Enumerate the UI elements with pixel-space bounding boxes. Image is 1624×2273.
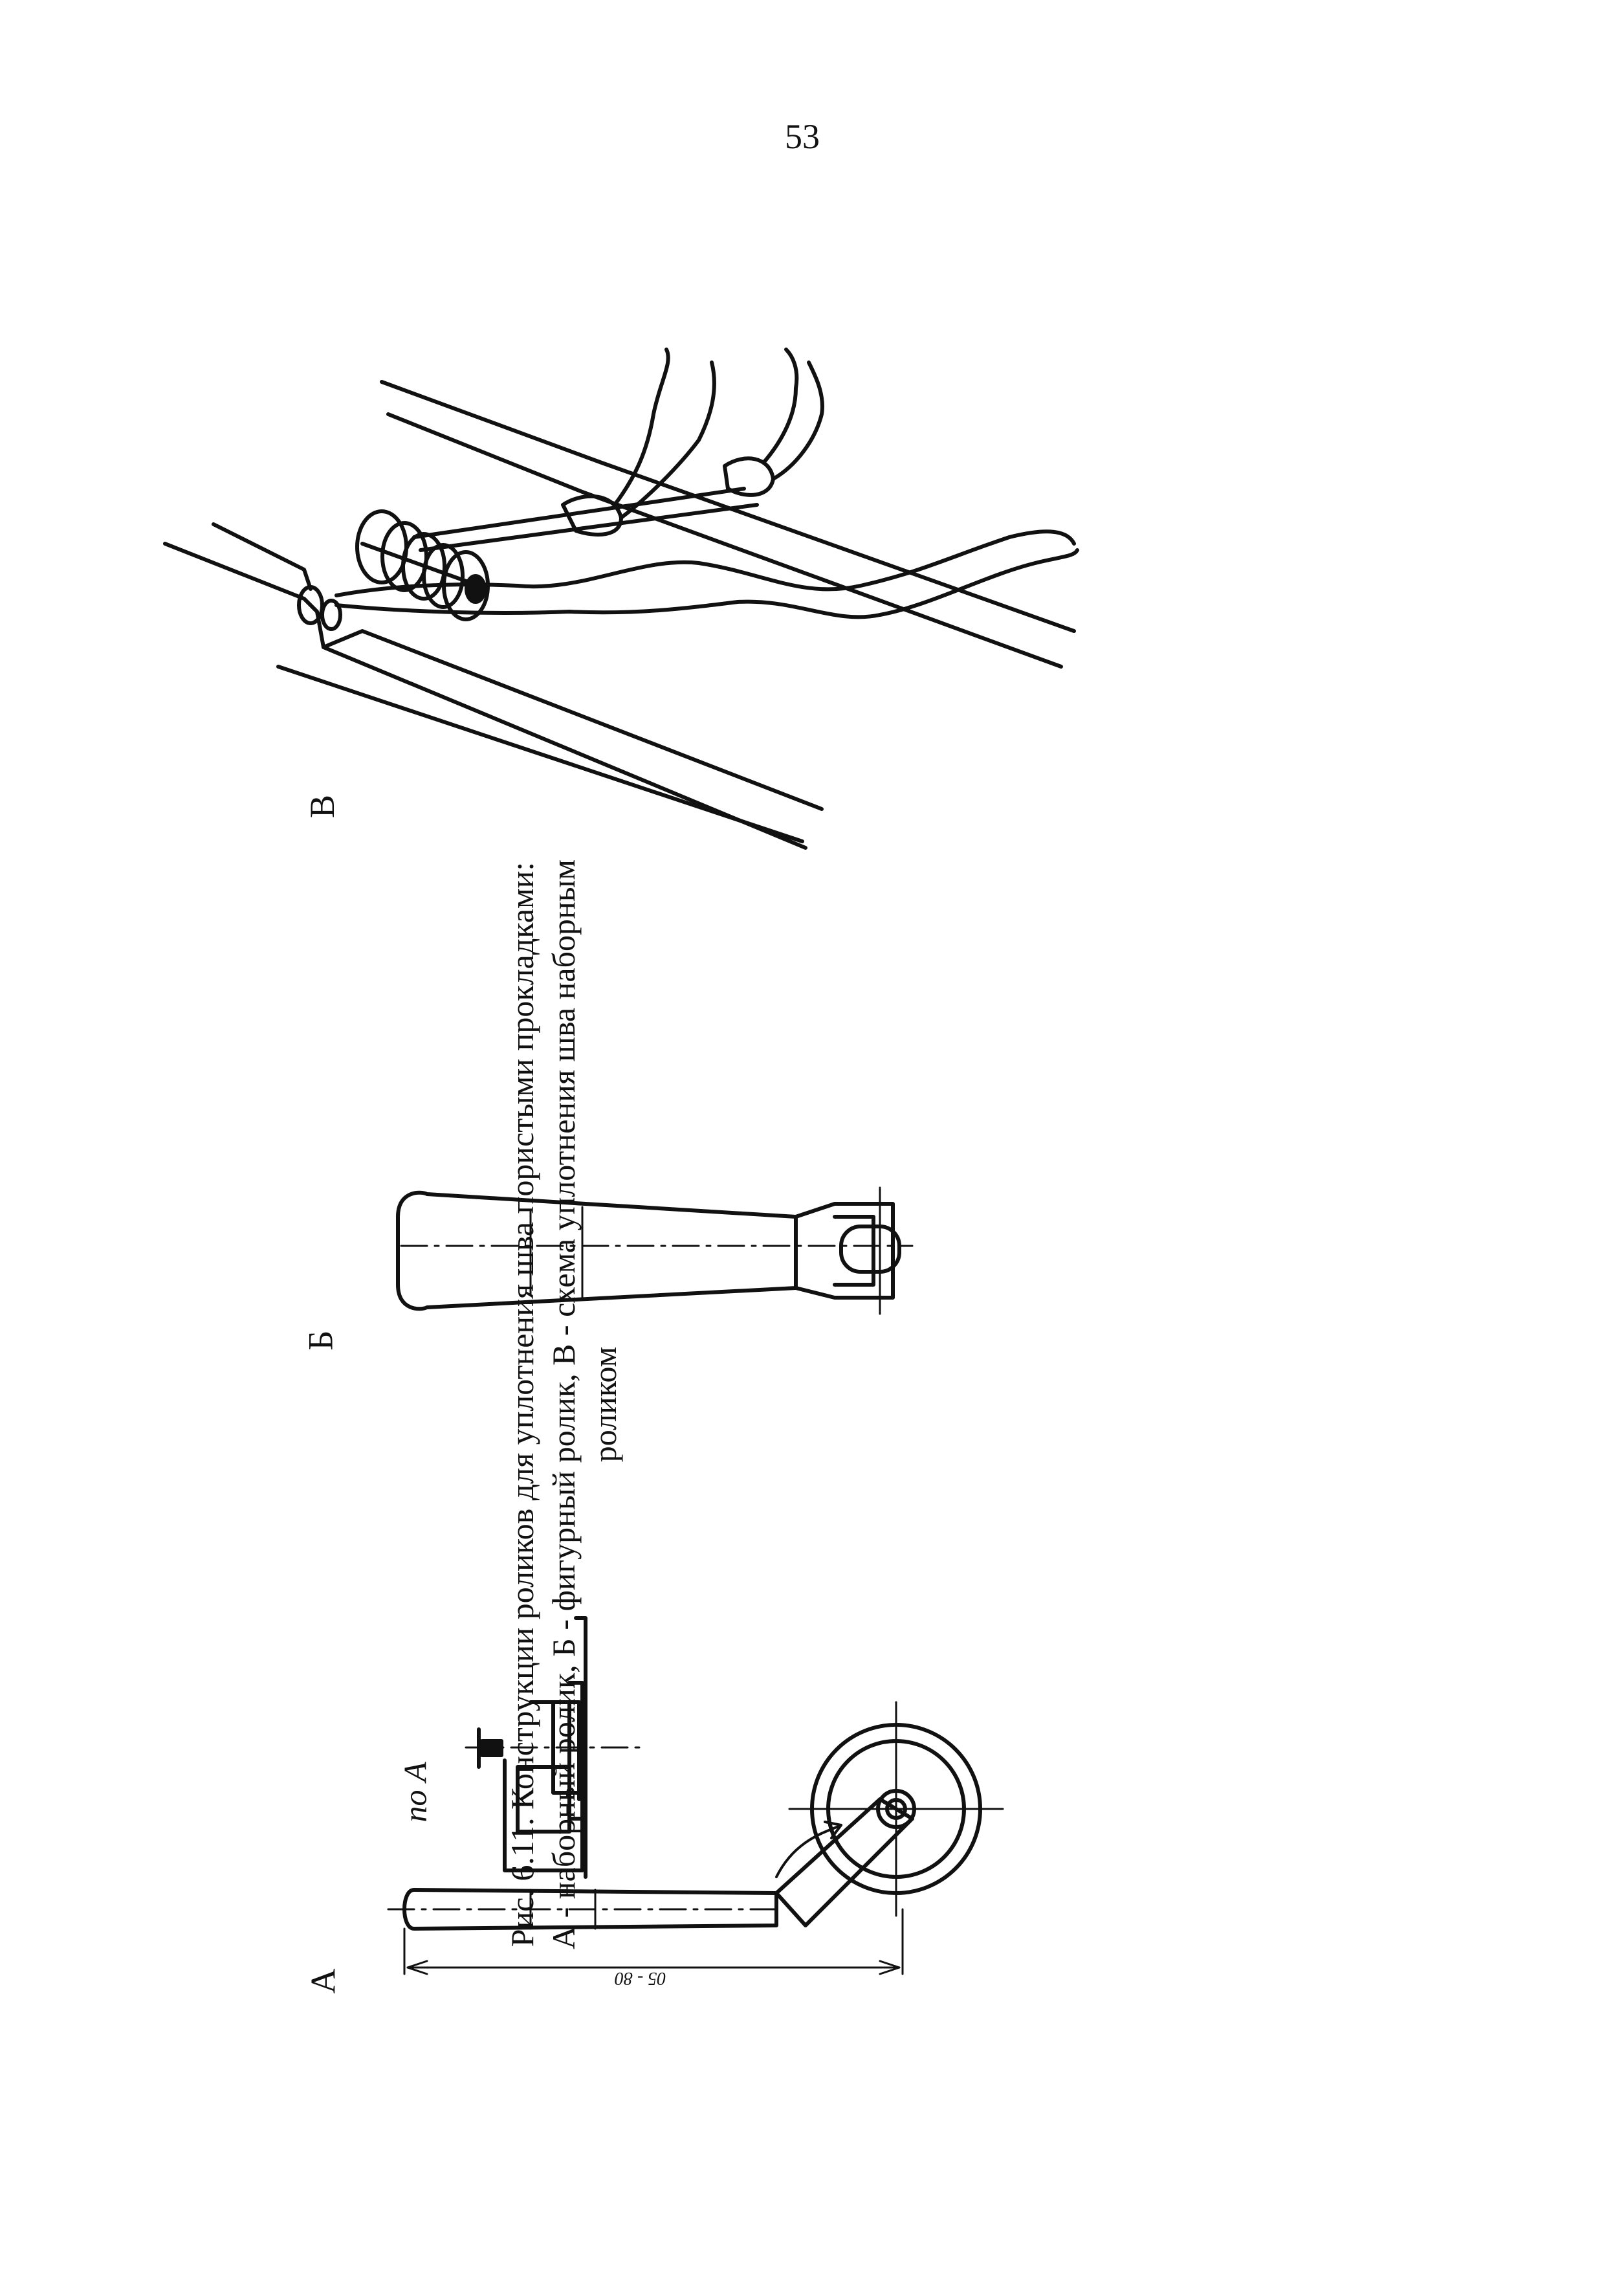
- figured-roller-drawing: [398, 1188, 912, 1314]
- page-number: 53: [785, 117, 820, 156]
- caption-line-1: Рис. 6.11. Конструкции роликов для уплотнения шва пористыми прокладками:: [504, 861, 540, 1947]
- dimension-label: 05 - 80: [615, 1968, 666, 1988]
- caption-line-2: А - наборный ролик, Б - фигурный ролик, В - схема уплотнения шва наборным: [545, 859, 582, 1949]
- figure-caption: [501, 693, 631, 2116]
- caption-line-3: роликом: [587, 1346, 623, 1463]
- label-v: В: [303, 794, 342, 819]
- set-roller-drawing: [388, 1618, 1003, 1974]
- label-b: Б: [301, 1330, 340, 1351]
- view-label: по А: [397, 1762, 433, 1823]
- label-a: А: [303, 1968, 343, 1994]
